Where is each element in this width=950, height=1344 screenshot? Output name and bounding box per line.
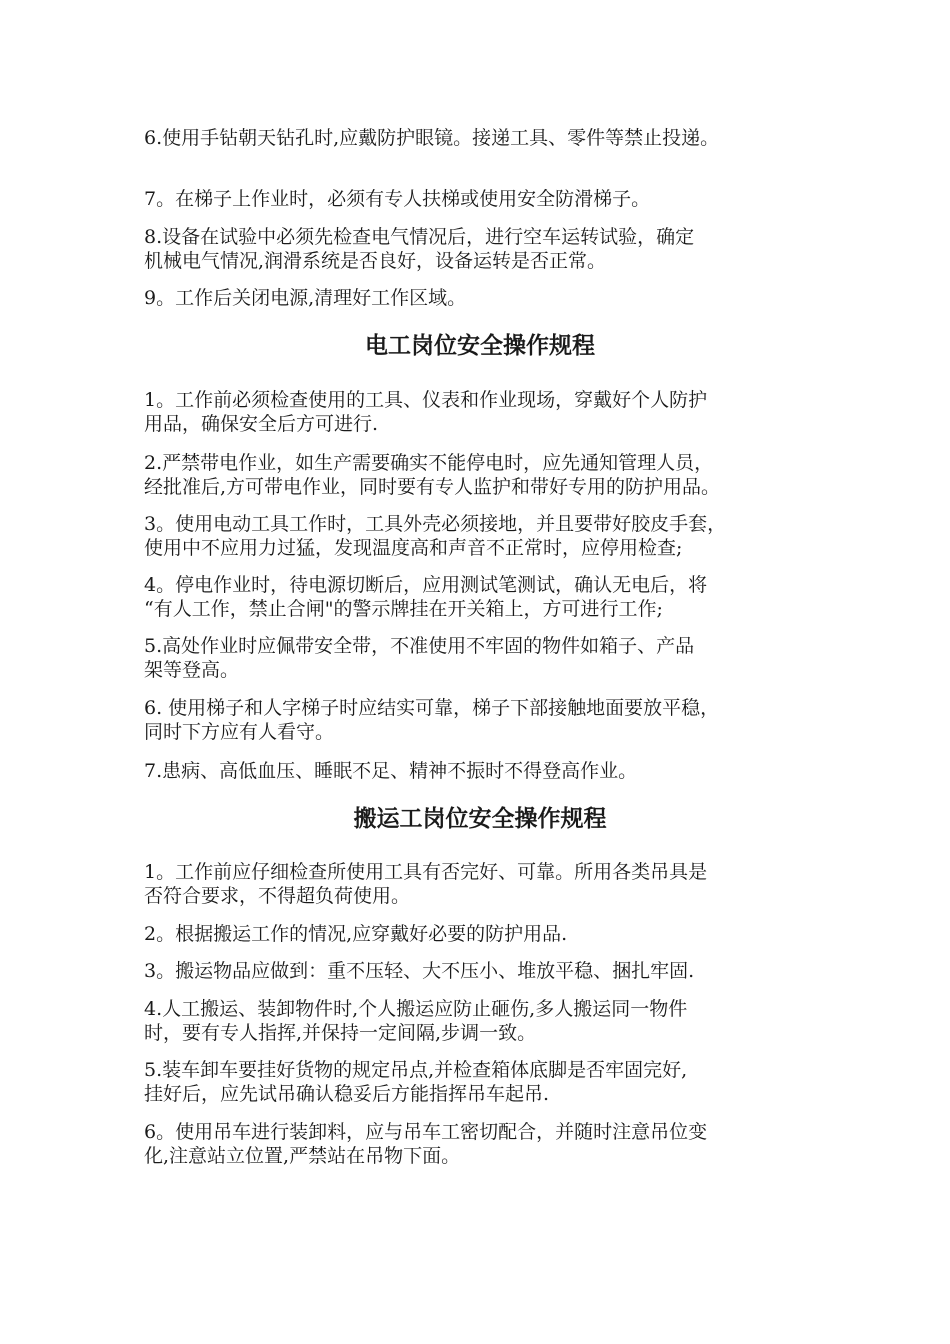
paragraph-s2-item-7: 7.患病、高低血压、睡眠不足、精神不振时不得登高作业。 bbox=[144, 760, 638, 782]
paragraph-s3-item-1: 1。工作前应仔细检查所使用工具有否完好、可靠。所用各类吊具是 否符合要求，不得超负荷使用。 bbox=[144, 861, 708, 907]
paragraph-s1-item-6: 6.使用手钻朝天钻孔时,应戴防护眼镜。接递工具、零件等禁止投递。 bbox=[144, 127, 720, 149]
paragraph-s1-item-9: 9。工作后关闭电源,清理好工作区域。 bbox=[144, 287, 467, 309]
paragraph-s3-item-5: 5.装车卸车要挂好货物的规定吊点,并检查箱体底脚是否牢固完好, 挂好后，应先试吊确认稳妥后方能指挥吊车起吊. bbox=[144, 1059, 688, 1105]
paragraph-s3-item-3: 3。搬运物品应做到：重不压轻、大不压小、堆放平稳、捆扎牢固. bbox=[144, 960, 695, 982]
paragraph-s2-item-4: 4。停电作业时，待电源切断后，应用测试笔测试，确认无电后，将 “有人工作，禁止合闸"的警示牌挂在开关箱上，方可进行工作; bbox=[144, 574, 708, 620]
paragraph-s2-item-5: 5.高处作业时应佩带安全带，不准使用不牢固的物件如箱子、产品 架等登高。 bbox=[144, 635, 695, 681]
paragraph-s3-item-2: 2。根据搬运工作的情况,应穿戴好必要的防护用品. bbox=[144, 923, 568, 945]
paragraph-s1-item-7: 7。在梯子上作业时，必须有专人扶梯或使用安全防滑梯子。 bbox=[144, 188, 651, 210]
paragraph-s2-item-3: 3。使用电动工具工作时，工具外壳必须接地，并且要带好胶皮手套， 使用中不应用力过猛，发现温度高和声音不正常时，应停用检查; bbox=[144, 513, 727, 559]
paragraph-s3-item-4: 4.人工搬运、装卸物件时,个人搬运应防止砸伤,多人搬运同一物件 时，要有专人指挥,并保持一定间隔,步调一致。 bbox=[144, 998, 688, 1044]
paragraph-s3-item-6: 6。使用吊车进行装卸料，应与吊车工密切配合，并随时注意吊位变 化,注意站立位置,严禁站在吊物下面。 bbox=[144, 1121, 708, 1167]
paragraph-s2-item-1: 1。工作前必须检查使用的工具、仪表和作业现场，穿戴好个人防护 用品，确保安全后方可进行. bbox=[144, 389, 708, 435]
section-title-electrician: 电工岗位安全操作规程 bbox=[365, 333, 595, 359]
paragraph-s2-item-2: 2.严禁带电作业，如生产需要确实不能停电时，应先通知管理人员， 经批准后,方可带电作业，同时要有专人监护和带好专用的防护用品。 bbox=[144, 452, 721, 498]
section-title-porter: 搬运工岗位安全操作规程 bbox=[353, 806, 607, 832]
paragraph-s1-item-8: 8.设备在试验中必须先检查电气情况后，进行空车运转试验，确定 机械电气情况,润滑系统是否良好，设备运转是否正常。 bbox=[144, 226, 695, 272]
paragraph-s2-item-6: 6. 使用梯子和人字梯子时应结实可靠，梯子下部接触地面要放平稳， 同时下方应有人看守。 bbox=[144, 697, 720, 743]
